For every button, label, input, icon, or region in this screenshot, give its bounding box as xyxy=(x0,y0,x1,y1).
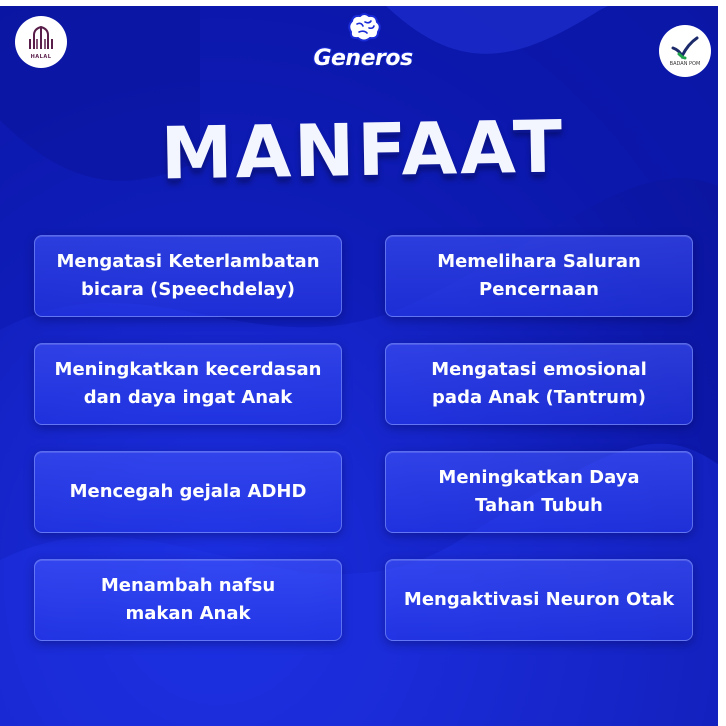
benefit-label: Meningkatkan Daya Tahan Tubuh xyxy=(438,467,640,516)
benefit-card xyxy=(34,343,342,425)
brain-logo-icon xyxy=(345,12,383,46)
halal-badge xyxy=(15,16,67,68)
benefit-card xyxy=(385,343,693,425)
benefit-label: Memelihara Saluran Pencernaan xyxy=(437,251,641,300)
benefit-label: Mengatasi Keterlambatan bicara (Speechdelay) xyxy=(56,251,320,300)
benefit-label: Mengatasi emosional pada Anak (Tantrum) xyxy=(431,359,647,408)
halal-logo-icon xyxy=(28,25,54,53)
bpom-label: BADAN POM xyxy=(669,60,701,67)
benefit-card xyxy=(34,451,342,533)
benefit-card xyxy=(385,559,693,641)
brand-logo xyxy=(308,10,418,72)
page-title: MANFAAT xyxy=(160,104,566,196)
benefit-card xyxy=(34,235,342,317)
benefit-label: Mengaktivasi Neuron Otak xyxy=(403,589,675,610)
benefit-card xyxy=(385,451,693,533)
brand-name: Generos xyxy=(313,46,413,71)
badan-pom-check-icon xyxy=(671,36,699,60)
benefit-label: Menambah nafsu makan Anak xyxy=(100,575,276,624)
benefit-card xyxy=(34,559,342,641)
bpom-badge xyxy=(659,25,711,77)
top-border xyxy=(0,0,726,6)
halal-label: HALAL xyxy=(30,53,52,60)
benefit-label: Meningkatkan kecerdasan dan daya ingat Anak xyxy=(54,359,322,408)
benefit-label: Mencegah gejala ADHD xyxy=(69,481,307,502)
benefit-card xyxy=(385,235,693,317)
